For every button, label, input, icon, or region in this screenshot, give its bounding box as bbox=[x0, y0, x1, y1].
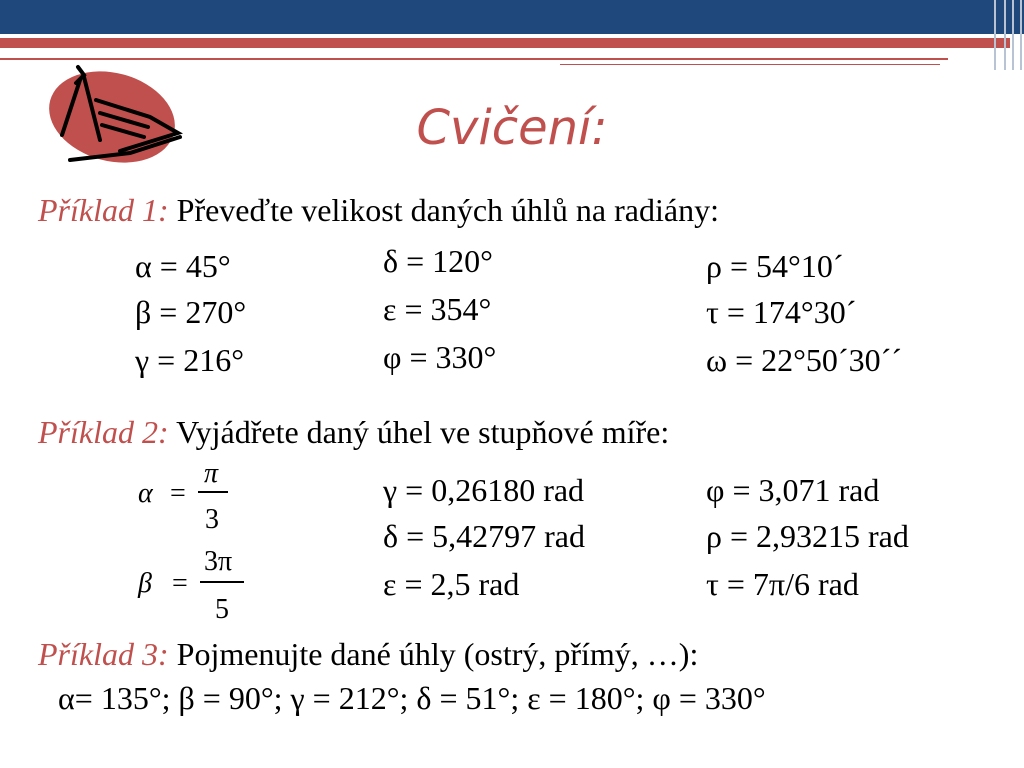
slide-title: Cvičení: bbox=[416, 100, 608, 156]
fraction-alpha-bar bbox=[198, 491, 228, 493]
angle-rho: ρ = 54°10´ bbox=[706, 248, 844, 284]
header-band bbox=[0, 0, 1024, 34]
rad-phi: φ = 3,071 rad bbox=[706, 472, 880, 508]
example-2-label: Příklad 2: bbox=[38, 414, 169, 450]
header-thin-line-2 bbox=[560, 64, 940, 65]
angle-gamma: γ = 216° bbox=[135, 342, 244, 378]
fraction-beta-equals: = bbox=[172, 568, 188, 599]
angle-beta: β = 270° bbox=[135, 294, 247, 330]
example-2-heading bbox=[38, 416, 669, 448]
angle-phi: φ = 330° bbox=[383, 339, 497, 375]
fraction-beta-numerator: 3π bbox=[204, 546, 233, 577]
rad-gamma: γ = 0,26180 rad bbox=[383, 472, 585, 508]
rad-rho: ρ = 2,93215 rad bbox=[706, 518, 909, 554]
header-vertical-line bbox=[1004, 0, 1006, 70]
header-accent-stripe bbox=[0, 38, 1010, 48]
example-1-task: Převeďte velikost daných úhlů na radiány: bbox=[176, 192, 719, 228]
rad-epsilon: ε = 2,5 rad bbox=[383, 566, 520, 602]
fraction-alpha-equals: = bbox=[170, 478, 186, 509]
angle-alpha: α = 45° bbox=[135, 248, 231, 284]
example-1-label: Příklad 1: bbox=[38, 192, 169, 228]
header-vertical-line bbox=[1020, 0, 1022, 70]
rad-delta: δ = 5,42797 rad bbox=[383, 518, 585, 554]
angle-epsilon: ε = 354° bbox=[383, 291, 492, 327]
rad-tau: τ = 7π/6 rad bbox=[706, 566, 859, 602]
header-vertical-line bbox=[994, 0, 996, 70]
fraction-beta-denominator: 5 bbox=[215, 594, 229, 625]
example-3-heading bbox=[38, 638, 698, 670]
example-3-task: Pojmenujte dané úhly (ostrý, přímý, …): bbox=[176, 636, 699, 672]
example-3-angles: α= 135°; β = 90°; γ = 212°; δ = 51°; ε = 180°; φ = 330° bbox=[58, 680, 766, 716]
fraction-beta-var: β bbox=[138, 568, 152, 599]
angle-tau: τ = 174°30´ bbox=[706, 294, 857, 330]
example-1-heading bbox=[38, 194, 719, 226]
angle-delta: δ = 120° bbox=[383, 243, 493, 279]
angle-omega: ω = 22°50´30´´ bbox=[706, 342, 902, 378]
fraction-beta-bar bbox=[200, 581, 244, 583]
fraction-alpha-numerator: π bbox=[204, 458, 219, 489]
example-2-task: Vyjádřete daný úhel ve stupňové míře: bbox=[176, 414, 670, 450]
header-vertical-line bbox=[1012, 0, 1014, 70]
example-3-label: Příklad 3: bbox=[38, 636, 169, 672]
fraction-alpha-denominator: 3 bbox=[205, 504, 219, 535]
fraction-alpha-var: α bbox=[138, 478, 153, 509]
